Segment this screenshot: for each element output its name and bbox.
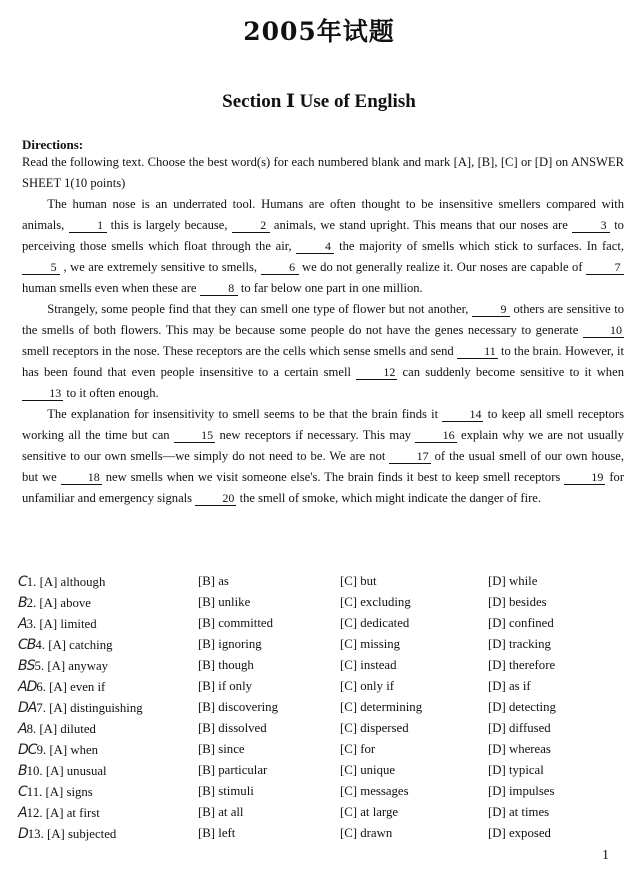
- question-number: 11.: [26, 785, 43, 799]
- handwritten-mark: DA: [18, 700, 37, 716]
- option-c: [C] unique: [340, 763, 396, 777]
- question-cell: [18, 595, 91, 611]
- question-cell: [18, 763, 107, 779]
- question-number: 12.: [26, 806, 43, 820]
- passage-text: for unfamiliar and emergency signals: [22, 470, 625, 505]
- question-cell: [18, 637, 113, 653]
- option-b: [B] discovering: [198, 700, 278, 714]
- content-body: [22, 152, 624, 509]
- option-b: [B] stimuli: [198, 784, 254, 798]
- question-number: 9.: [36, 743, 47, 757]
- passage-text: explain why we are not usually sensitive to our own smells—we simply do not need to be. We are not: [22, 428, 624, 463]
- option-c: [C] only if: [340, 679, 395, 693]
- blank-number: 4: [296, 239, 334, 254]
- passage-paragraph-3: [22, 404, 624, 509]
- question-cell: [18, 721, 96, 737]
- blank-number: 10: [583, 323, 624, 338]
- option-a: [A] catching: [48, 638, 113, 652]
- option-d: [D] therefore: [488, 658, 556, 672]
- option-row: [18, 679, 628, 700]
- option-b: [B] left: [198, 826, 236, 840]
- handwritten-mark: A: [18, 721, 27, 737]
- option-a: [A] distinguishing: [49, 701, 143, 715]
- option-b: [B] unlike: [198, 595, 251, 609]
- question-cell: [18, 784, 93, 800]
- blank-number: 8: [200, 281, 238, 296]
- option-a: [A] above: [39, 596, 91, 610]
- option-c: [C] dispersed: [340, 721, 409, 735]
- option-d: [D] detecting: [488, 700, 556, 714]
- question-cell: [18, 679, 105, 695]
- handwritten-mark: B: [18, 763, 27, 779]
- option-a: [A] although: [39, 575, 106, 589]
- blank-number: 18: [61, 470, 102, 485]
- question-number: 2.: [26, 596, 37, 610]
- option-row: [18, 574, 628, 595]
- question-number: 5.: [34, 659, 45, 673]
- question-cell: [18, 742, 98, 758]
- option-d: [D] diffused: [488, 721, 551, 735]
- option-c: [C] instead: [340, 658, 397, 672]
- option-c: [C] missing: [340, 637, 401, 651]
- option-d: [D] while: [488, 574, 538, 588]
- blank-number: 9: [472, 302, 510, 317]
- option-c: [C] messages: [340, 784, 409, 798]
- blank-number: 3: [572, 218, 610, 233]
- directions-text: Read the following text. Choose the best word(s) for each numbered blank and mark [A], [B], [C] or [D] on ANSWER SHEET 1(10 points): [22, 155, 624, 190]
- option-a: [A] limited: [39, 617, 97, 631]
- page-number: 1: [602, 848, 609, 863]
- question-cell: [18, 658, 108, 674]
- passage-text: to the brain. However, it has been found that even people insensitive to a certain smell: [22, 344, 624, 379]
- directions-label: Directions:: [22, 137, 84, 152]
- question-cell: [18, 700, 143, 716]
- option-b: [B] though: [198, 658, 254, 672]
- option-row: [18, 826, 628, 847]
- option-row: [18, 637, 628, 658]
- blank-number: 11: [457, 344, 498, 359]
- answer-options-list: [18, 574, 628, 847]
- handwritten-mark: D: [18, 826, 28, 842]
- question-cell: [18, 616, 97, 632]
- option-row: [18, 742, 628, 763]
- blank-number: 15: [174, 428, 215, 443]
- passage-text: animals, we stand upright. This means that our noses are: [273, 218, 568, 232]
- option-b: [B] since: [198, 742, 245, 756]
- question-number: 4.: [35, 638, 45, 652]
- passage-text: to it often enough.: [66, 386, 159, 400]
- handwritten-mark: A: [18, 616, 27, 632]
- option-b: [B] ignoring: [198, 637, 262, 651]
- option-row: [18, 763, 628, 784]
- passage-text: new receptors if necessary. This may: [219, 428, 412, 442]
- option-c: [C] dedicated: [340, 616, 410, 630]
- passage-text: The explanation for insensitivity to smell seems to be that the brain finds it: [47, 407, 439, 421]
- option-b: [B] dissolved: [198, 721, 267, 735]
- blank-number: 12: [356, 365, 397, 380]
- blank-number: 5: [22, 260, 60, 275]
- handwritten-mark: AD: [18, 679, 37, 695]
- blank-number: 13: [22, 386, 63, 401]
- option-a: [A] unusual: [45, 764, 107, 778]
- passage-text: to far below one part in one million.: [240, 281, 423, 295]
- option-a: [A] at first: [45, 806, 100, 820]
- passage-text: to perceiving those smells which float through the air,: [22, 218, 624, 253]
- blank-number: 16: [415, 428, 456, 443]
- passage-text: to keep all smell receptors working all the time but can: [22, 407, 624, 442]
- option-d: [D] confined: [488, 616, 554, 630]
- question-cell: [18, 574, 105, 590]
- option-c: [C] excluding: [340, 595, 411, 609]
- question-number: 7.: [36, 701, 46, 715]
- option-a: [A] when: [49, 743, 99, 757]
- passage-text: the smell of smoke, which might indicate the danger of fire.: [239, 491, 542, 505]
- handwritten-mark: C: [18, 574, 27, 590]
- option-a: [A] signs: [45, 785, 93, 799]
- blank-number: 6: [261, 260, 299, 275]
- blank-number: 7: [586, 260, 624, 275]
- passage-text: , we are extremely sensitive to smells,: [63, 260, 258, 274]
- section-heading: Section Ⅰ Use of English: [222, 91, 416, 112]
- passage-text: The human nose is an underrated tool. Humans are often thought to be insensitive smellers compared with animals,: [22, 197, 624, 232]
- option-a: [A] diluted: [39, 722, 96, 736]
- page-title: 2005年试题: [243, 17, 395, 46]
- passage-paragraph-2: [22, 299, 624, 404]
- option-b: [B] at all: [198, 805, 244, 819]
- passage-text: we do not generally realize it. Our noses are capable of: [302, 260, 583, 274]
- handwritten-mark: DC: [18, 742, 37, 758]
- handwritten-mark: BS: [18, 658, 35, 674]
- passage-text: new smells when we visit someone else's. The brain finds it best to keep smell receptors: [105, 470, 561, 484]
- blank-number: 17: [389, 449, 430, 464]
- question-number: 8.: [26, 722, 37, 736]
- option-d: [D] tracking: [488, 637, 551, 651]
- question-number: 10.: [26, 764, 43, 778]
- question-cell: [18, 805, 100, 821]
- question-number: 1.: [26, 575, 37, 589]
- option-b: [B] if only: [198, 679, 253, 693]
- option-row: [18, 721, 628, 742]
- option-c: [C] determining: [340, 700, 423, 714]
- option-row: [18, 595, 628, 616]
- option-c: [C] for: [340, 742, 376, 756]
- option-d: [D] at times: [488, 805, 550, 819]
- option-a: [A] subjected: [46, 827, 117, 841]
- option-row: [18, 658, 628, 679]
- passage-text: can suddenly become sensitive to it when: [402, 365, 624, 379]
- handwritten-mark: CB: [18, 637, 36, 653]
- option-d: [D] whereas: [488, 742, 551, 756]
- handwritten-mark: C: [18, 784, 27, 800]
- handwritten-mark: A: [18, 805, 27, 821]
- option-a: [A] anyway: [47, 659, 109, 673]
- option-d: [D] impulses: [488, 784, 555, 798]
- option-c: [C] drawn: [340, 826, 393, 840]
- passage-text: this is largely because,: [110, 218, 228, 232]
- option-c: [C] but: [340, 574, 377, 588]
- passage-text: smell receptors in the nose. These receptors are the cells which sense smells and send: [22, 344, 454, 358]
- handwritten-mark: B: [18, 595, 27, 611]
- passage-text: of the usual smell of our own house, but we: [22, 449, 625, 484]
- passage-text: others are sensitive to the smells of both flowers. This may be because some people do not have the genes necessary to generate: [22, 302, 625, 337]
- blank-number: 1: [69, 218, 107, 233]
- option-d: [D] besides: [488, 595, 547, 609]
- option-row: [18, 784, 628, 805]
- question-number: 3.: [26, 617, 37, 631]
- question-cell: [18, 826, 116, 842]
- question-number: 13.: [27, 827, 44, 841]
- option-d: [D] exposed: [488, 826, 551, 840]
- option-b: [B] particular: [198, 763, 268, 777]
- option-a: [A] even if: [49, 680, 106, 694]
- option-row: [18, 616, 628, 637]
- option-d: [D] typical: [488, 763, 544, 777]
- question-number: 6.: [36, 680, 46, 694]
- passage-text: human smells even when these are: [22, 281, 197, 295]
- blank-number: 2: [232, 218, 270, 233]
- blank-number: 20: [195, 491, 236, 506]
- option-c: [C] at large: [340, 805, 399, 819]
- blank-number: 19: [564, 470, 605, 485]
- passage-text: the majority of smells which stick to surfaces. In fact,: [339, 239, 624, 253]
- option-b: [B] committed: [198, 616, 273, 630]
- option-b: [B] as: [198, 574, 229, 588]
- passage-text: Strangely, some people find that they can smell one type of flower but not another,: [47, 302, 469, 316]
- option-d: [D] as if: [488, 679, 531, 693]
- blank-number: 14: [442, 407, 483, 422]
- passage-paragraph-1: [22, 194, 624, 299]
- option-row: [18, 805, 628, 826]
- option-row: [18, 700, 628, 721]
